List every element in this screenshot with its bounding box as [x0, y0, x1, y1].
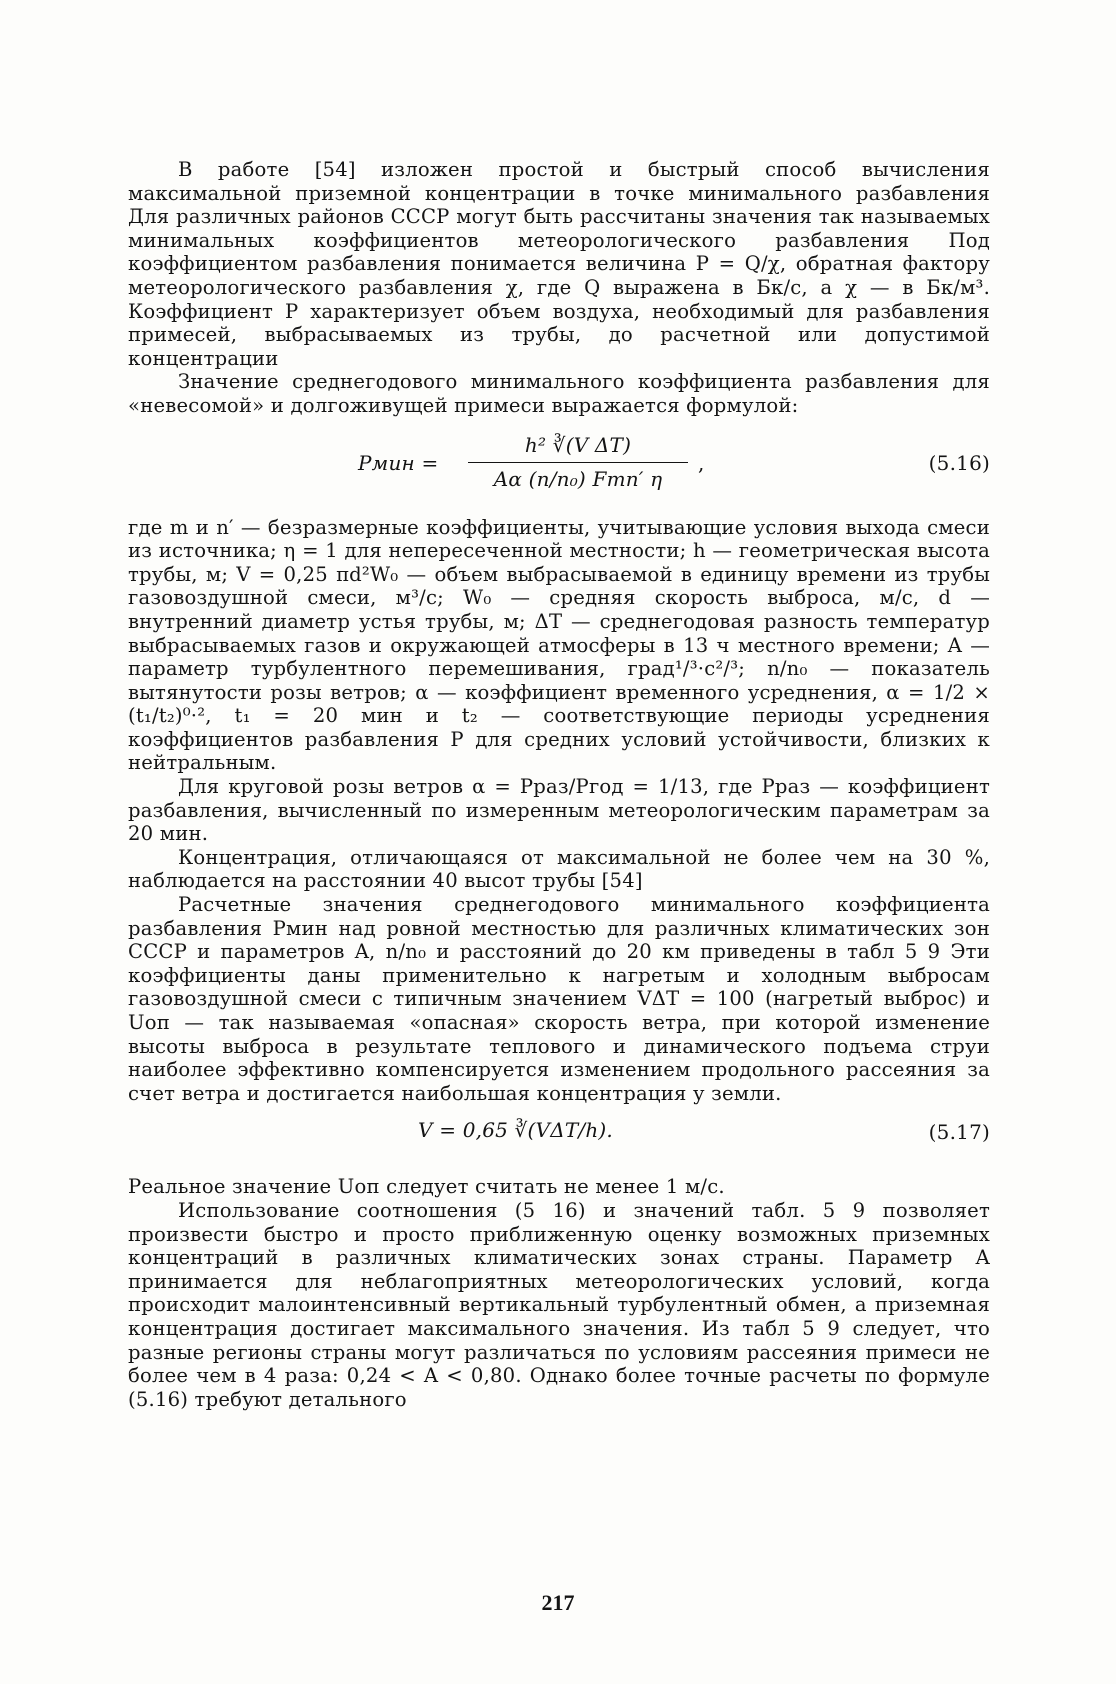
equation-number: (5.16)	[928, 450, 990, 475]
page-number: 217	[541, 1590, 575, 1615]
formula-lhs: Pмин =	[358, 450, 439, 475]
formula-numerator: h² ∛(V ΔT)	[524, 432, 632, 457]
body-text	[128, 158, 990, 1411]
paragraph: где m и n′ — безразмерные коэффициенты, учитывающие условия выхода смеси из источника; η = 1 для непересеченной местности; h — геометрическая высота трубы, м; V = 0,25 πd²W₀ — объем выбрасываемой в единицу времени из трубы газовоздушной смеси, м³/с; W₀ — средняя скорость выброса, м/с, d — внутренний диаметр устья трубы, м; ΔT — среднегодовая разность температур выбрасываемых газов и окружающей атмосферы в 13 ч местного времени; A — параметр турбулентного перемешивания, град¹/³·с²/³; n/n₀ — показатель вытянутости розы ветров; α — коэффициент временного усреднения, α = 1/2 × (t₁/t₂)⁰·², t₁ = 20 мин и t₂ — соответствующие периоды усреднения коэффициентов разбавления P для средних условий устойчивости, близких к нейтральным.	[128, 515, 990, 775]
formula-denominator: Aα (n/n₀) Fmn′ η	[493, 466, 663, 491]
paragraph: Реальное значение Uоп следует считать не менее 1 м/с.	[128, 1175, 725, 1199]
paragraph: Для круговой розы ветров α = Pраз/Pгод = 1/13, где Pраз — коэффициент разбавления, вычисленный по измеренным метеорологическим параметрам за 20 мин.	[128, 775, 990, 846]
formula-comma: ,	[698, 450, 705, 475]
paragraph: Расчетные значения среднегодового минимального коэффициента разбавления Pмин над ровной местностью для различных климатических зон СССР и параметров A, n/n₀ и расстояний до 20 км приведены в табл 5 9 Эти коэффициенты даны применительно к нагретым и холодным выбросам газовоздушной смеси с типичным значением VΔT = 100 (нагретый выброс) и Uоп — так называемая «опасная» скорость ветра, при которой изменение высоты выброса в результате теплового и динамического подъема струи наиболее эффективно компенсируется изменением продольного рассеяния за счет ветра и достигается наибольшая концентрация у земли.	[128, 893, 990, 1105]
paragraph: Концентрация, отличающаяся от максимальной не более чем на 30 %, наблюдается на расстоянии 40 высот трубы [54]	[128, 845, 990, 893]
formula-fraction	[468, 426, 688, 493]
equation-number: (5.17)	[928, 1120, 990, 1145]
formula-5-16	[128, 426, 990, 506]
paragraph: Значение среднегодового минимального коэффициента разбавления для «невесомой» и долгоживущей примеси выражается формулой:	[128, 370, 990, 417]
paragraph: Использование соотношения (5 16) и значений табл. 5 9 позволяет произвести быстро и просто приближенную оценку возможных приземных концентраций в различных климатических зонах страны. Параметр A принимается для неблагоприятных метеорологических условий, когда происходит малоинтенсивный вертикальный турбулентный обмен, а приземная концентрация достигает максимального значения. Из табл 5 9 следует, что разные регионы страны могут различаться по условиям рассеяния примеси не более чем в 4 раза: 0,24 < A < 0,80. Однако более точные расчеты по формуле (5.16) требуют детального	[128, 1198, 990, 1411]
formula-expression: V = 0,65 ∛(VΔT/h).	[418, 1118, 613, 1143]
fraction-bar	[468, 462, 688, 463]
paragraph: В работе [54] изложен простой и быстрый способ вычисления максимальной приземной концентрации в точке минимального разбавления Для различных районов СССР могут быть рассчитаны значения так называемых минимальных коэффициентов метеорологического разбавления Под коэффициентом разбавления понимается величина P = Q/χ, обратная фактору метеорологического разбавления χ, где Q выражена в Бк/с, а χ — в Бк/м³. Коэффициент P характеризует объем воздуха, необходимый для разбавления примесей, выбрасываемых из трубы, до расчетной или допустимой концентрации	[128, 158, 990, 370]
formula-5-17	[128, 1111, 990, 1161]
